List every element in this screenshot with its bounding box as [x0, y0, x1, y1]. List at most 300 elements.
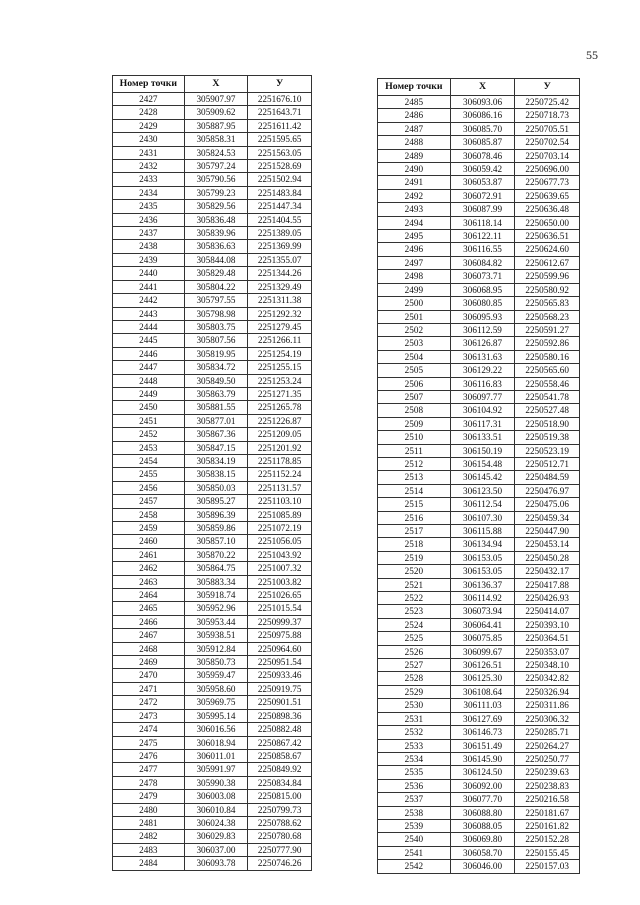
cell-point-number: 2430: [113, 133, 185, 146]
table-row: [113, 656, 312, 669]
cell-x: 305847.15: [184, 441, 248, 454]
table-row: [113, 267, 312, 280]
cell-x: 305990.38: [184, 776, 248, 789]
cell-point-number: 2460: [113, 535, 185, 548]
cell-x: 305849.50: [184, 374, 248, 387]
cell-y: 2250565.60: [515, 364, 580, 377]
cell-y: 2250512.71: [515, 457, 580, 470]
cell-x: 305807.56: [184, 334, 248, 347]
cell-x: 306150.19: [450, 444, 515, 457]
cell-x: 305850.03: [184, 481, 248, 494]
cell-y: 2250858.67: [248, 749, 312, 762]
cell-point-number: 2442: [113, 294, 185, 307]
cell-point-number: 2490: [378, 163, 451, 176]
cell-x: 305958.60: [184, 682, 248, 695]
table-row: [113, 441, 312, 454]
cell-y: 2250612.67: [515, 256, 580, 269]
table-row: [113, 535, 312, 548]
table-row: [113, 522, 312, 535]
cell-x: 306003.08: [184, 790, 248, 803]
cell-x: 305798.98: [184, 307, 248, 320]
table-row: [378, 163, 580, 176]
cell-x: 306011.01: [184, 749, 248, 762]
table-row: [113, 776, 312, 789]
cell-y: 2251201.92: [248, 441, 312, 454]
cell-point-number: 2448: [113, 374, 185, 387]
table-row: [378, 364, 580, 377]
cell-x: 305829.48: [184, 267, 248, 280]
cell-point-number: 2540: [378, 833, 451, 846]
cell-x: 305824.53: [184, 146, 248, 159]
table-row: [378, 793, 580, 806]
cell-y: 2250447.90: [515, 525, 580, 538]
table-row: [378, 806, 580, 819]
table-row: [378, 243, 580, 256]
cell-y: 2250161.82: [515, 819, 580, 832]
cell-y: 2250975.88: [248, 629, 312, 642]
table-row: [378, 176, 580, 189]
cell-y: 2251404.55: [248, 213, 312, 226]
cell-x: 306068.95: [450, 283, 515, 296]
table-row: [113, 240, 312, 253]
cell-y: 2251389.05: [248, 227, 312, 240]
cell-y: 2250152.28: [515, 833, 580, 846]
coordinates-table-right: [377, 78, 580, 874]
table-row: [113, 481, 312, 494]
cell-point-number: 2499: [378, 283, 451, 296]
cell-point-number: 2452: [113, 428, 185, 441]
table-row: [113, 374, 312, 387]
cell-point-number: 2444: [113, 320, 185, 333]
cell-x: 305836.48: [184, 213, 248, 226]
cell-x: 306153.05: [450, 565, 515, 578]
cell-y: 2251152.24: [248, 468, 312, 481]
cell-point-number: 2466: [113, 615, 185, 628]
cell-point-number: 2508: [378, 404, 451, 417]
cell-point-number: 2496: [378, 243, 451, 256]
cell-y: 2251595.65: [248, 133, 312, 146]
cell-x: 305887.95: [184, 119, 248, 132]
cell-point-number: 2495: [378, 230, 451, 243]
cell-y: 2251015.54: [248, 602, 312, 615]
cell-point-number: 2436: [113, 213, 185, 226]
cell-point-number: 2478: [113, 776, 185, 789]
cell-x: 305829.56: [184, 200, 248, 213]
cell-x: 305859.86: [184, 522, 248, 535]
cell-x: 305819.95: [184, 347, 248, 360]
cell-x: 305959.47: [184, 669, 248, 682]
cell-point-number: 2514: [378, 484, 451, 497]
cell-y: 2250639.65: [515, 189, 580, 202]
cell-x: 305850.73: [184, 656, 248, 669]
cell-x: 305836.63: [184, 240, 248, 253]
cell-x: 306115.88: [450, 525, 515, 538]
cell-x: 305991.97: [184, 763, 248, 776]
cell-point-number: 2515: [378, 498, 451, 511]
cell-point-number: 2481: [113, 816, 185, 829]
table-row: [113, 830, 312, 843]
table-row: [378, 605, 580, 618]
cell-point-number: 2451: [113, 414, 185, 427]
table-row: [378, 350, 580, 363]
cell-y: 2250342.82: [515, 672, 580, 685]
table-row: [113, 361, 312, 374]
table-row: [378, 618, 580, 631]
table-row: [113, 857, 312, 870]
table-row: [113, 468, 312, 481]
table-row: [378, 297, 580, 310]
cell-point-number: 2511: [378, 444, 451, 457]
table-row: [378, 833, 580, 846]
cell-point-number: 2539: [378, 819, 451, 832]
cell-x: 306075.85: [450, 632, 515, 645]
cell-point-number: 2465: [113, 602, 185, 615]
table-row: [378, 283, 580, 296]
table-row: [378, 96, 580, 109]
cell-point-number: 2503: [378, 337, 451, 350]
cell-y: 2250311.86: [515, 699, 580, 712]
cell-y: 2251676.10: [248, 93, 312, 106]
cell-x: 305907.97: [184, 93, 248, 106]
table-row: [113, 428, 312, 441]
cell-x: 306122.11: [450, 230, 515, 243]
cell-x: 306099.67: [450, 645, 515, 658]
cell-x: 305797.24: [184, 160, 248, 173]
cell-x: 306123.50: [450, 484, 515, 497]
cell-y: 2251329.49: [248, 280, 312, 293]
cell-x: 306053.87: [450, 176, 515, 189]
table-row: [113, 709, 312, 722]
cell-y: 2250718.73: [515, 109, 580, 122]
cell-point-number: 2529: [378, 685, 451, 698]
cell-y: 2250999.37: [248, 615, 312, 628]
cell-x: 306095.93: [450, 310, 515, 323]
table-row: [113, 816, 312, 829]
cell-x: 306133.51: [450, 431, 515, 444]
cell-point-number: 2507: [378, 390, 451, 403]
cell-point-number: 2435: [113, 200, 185, 213]
cell-x: 306077.70: [450, 793, 515, 806]
cell-y: 2250901.51: [248, 696, 312, 709]
cell-x: 306118.14: [450, 216, 515, 229]
cell-point-number: 2504: [378, 350, 451, 363]
cell-x: 305881.55: [184, 401, 248, 414]
table-row: [378, 310, 580, 323]
table-row: [113, 575, 312, 588]
cell-point-number: 2473: [113, 709, 185, 722]
cell-point-number: 2428: [113, 106, 185, 119]
coordinates-table-left: [112, 75, 312, 871]
cell-x: 306116.55: [450, 243, 515, 256]
cell-x: 305877.01: [184, 414, 248, 427]
cell-point-number: 2513: [378, 471, 451, 484]
cell-point-number: 2530: [378, 699, 451, 712]
table-row: [113, 495, 312, 508]
cell-y: 2250264.27: [515, 739, 580, 752]
table-row: [113, 347, 312, 360]
cell-point-number: 2469: [113, 656, 185, 669]
table-row: [113, 173, 312, 186]
cell-y: 2250702.54: [515, 136, 580, 149]
cell-x: 305969.75: [184, 696, 248, 709]
cell-point-number: 2521: [378, 578, 451, 591]
cell-y: 2251483.84: [248, 186, 312, 199]
cell-x: 306117.31: [450, 417, 515, 430]
cell-y: 2250475.06: [515, 498, 580, 511]
table-header-row: [378, 79, 580, 96]
cell-x: 306151.49: [450, 739, 515, 752]
cell-x: 306037.00: [184, 843, 248, 856]
table-row: [378, 377, 580, 390]
table-row: [378, 256, 580, 269]
table-row: [378, 230, 580, 243]
cell-point-number: 2440: [113, 267, 185, 280]
cell-point-number: 2468: [113, 642, 185, 655]
cell-y: 2251026.65: [248, 589, 312, 602]
cell-x: 306086.16: [450, 109, 515, 122]
cell-x: 305896.39: [184, 508, 248, 521]
cell-x: 306088.80: [450, 806, 515, 819]
table-row: [378, 404, 580, 417]
cell-point-number: 2453: [113, 441, 185, 454]
cell-y: 2251447.34: [248, 200, 312, 213]
cell-point-number: 2520: [378, 565, 451, 578]
table-row: [113, 200, 312, 213]
cell-y: 2250650.00: [515, 216, 580, 229]
cell-point-number: 2537: [378, 793, 451, 806]
cell-y: 2251563.05: [248, 146, 312, 159]
table-row: [378, 538, 580, 551]
cell-y: 2251255.15: [248, 361, 312, 374]
cell-point-number: 2463: [113, 575, 185, 588]
cell-point-number: 2506: [378, 377, 451, 390]
cell-point-number: 2480: [113, 803, 185, 816]
table-row: [113, 227, 312, 240]
table-header-row: [113, 76, 312, 93]
cell-point-number: 2485: [378, 96, 451, 109]
cell-point-number: 2441: [113, 280, 185, 293]
table-row: [113, 160, 312, 173]
cell-x: 306064.41: [450, 618, 515, 631]
cell-point-number: 2472: [113, 696, 185, 709]
cell-point-number: 2510: [378, 431, 451, 444]
cell-y: 2251279.45: [248, 320, 312, 333]
cell-y: 2250519.38: [515, 431, 580, 444]
column-header-point-number: Номер точки: [113, 76, 185, 93]
cell-point-number: 2518: [378, 538, 451, 551]
cell-y: 2250725.42: [515, 96, 580, 109]
cell-point-number: 2475: [113, 736, 185, 749]
cell-y: 2250696.00: [515, 163, 580, 176]
cell-x: 306154.48: [450, 457, 515, 470]
cell-point-number: 2445: [113, 334, 185, 347]
cell-x: 306145.90: [450, 752, 515, 765]
cell-x: 306073.94: [450, 605, 515, 618]
table-row: [378, 511, 580, 524]
table-row: [378, 337, 580, 350]
cell-y: 2251043.92: [248, 548, 312, 561]
table-row: [378, 632, 580, 645]
cell-point-number: 2533: [378, 739, 451, 752]
cell-point-number: 2531: [378, 712, 451, 725]
table-row: [378, 203, 580, 216]
cell-y: 2251103.10: [248, 495, 312, 508]
table-row: [378, 578, 580, 591]
table-row: [113, 723, 312, 736]
table-row: [113, 387, 312, 400]
cell-y: 2250417.88: [515, 578, 580, 591]
cell-point-number: 2487: [378, 122, 451, 135]
column-header-point-number: Номер точки: [378, 79, 451, 96]
cell-point-number: 2486: [378, 109, 451, 122]
cell-y: 2250964.60: [248, 642, 312, 655]
cell-y: 2250306.32: [515, 712, 580, 725]
table-row: [378, 270, 580, 283]
table-row: [113, 119, 312, 132]
table-row: [113, 763, 312, 776]
table-row: [378, 779, 580, 792]
table-row: [113, 629, 312, 642]
table-row: [378, 498, 580, 511]
cell-x: 306125.30: [450, 672, 515, 685]
cell-point-number: 2427: [113, 93, 185, 106]
cell-point-number: 2450: [113, 401, 185, 414]
table-row: [113, 682, 312, 695]
cell-x: 306126.87: [450, 337, 515, 350]
cell-point-number: 2449: [113, 387, 185, 400]
cell-x: 305952.96: [184, 602, 248, 615]
cell-point-number: 2517: [378, 525, 451, 538]
cell-x: 306046.00: [450, 860, 515, 873]
cell-x: 306093.06: [450, 96, 515, 109]
cell-y: 2250565.83: [515, 297, 580, 310]
cell-x: 306108.64: [450, 685, 515, 698]
table-row: [113, 548, 312, 561]
table-row: [113, 669, 312, 682]
table-row: [113, 696, 312, 709]
table-row: [113, 334, 312, 347]
cell-point-number: 2474: [113, 723, 185, 736]
cell-point-number: 2443: [113, 307, 185, 320]
table-row: [378, 766, 580, 779]
cell-x: 306018.94: [184, 736, 248, 749]
cell-y: 2250815.00: [248, 790, 312, 803]
table-row: [378, 551, 580, 564]
cell-y: 2250592.86: [515, 337, 580, 350]
table-row: [378, 323, 580, 336]
cell-x: 306058.70: [450, 846, 515, 859]
cell-y: 2250453.14: [515, 538, 580, 551]
cell-y: 2251178.85: [248, 454, 312, 467]
cell-y: 2251007.32: [248, 562, 312, 575]
cell-x: 306059.42: [450, 163, 515, 176]
cell-x: 306111.03: [450, 699, 515, 712]
cell-y: 2251502.94: [248, 173, 312, 186]
cell-point-number: 2434: [113, 186, 185, 199]
cell-point-number: 2528: [378, 672, 451, 685]
cell-y: 2250459.34: [515, 511, 580, 524]
cell-point-number: 2471: [113, 682, 185, 695]
cell-x: 306080.85: [450, 297, 515, 310]
cell-point-number: 2542: [378, 860, 451, 873]
cell-y: 2250476.97: [515, 484, 580, 497]
cell-x: 305912.84: [184, 642, 248, 655]
cell-y: 2251266.11: [248, 334, 312, 347]
table-row: [378, 726, 580, 739]
cell-point-number: 2447: [113, 361, 185, 374]
cell-y: 2250867.42: [248, 736, 312, 749]
cell-y: 2250518.90: [515, 417, 580, 430]
cell-y: 2250558.46: [515, 377, 580, 390]
cell-x: 305844.08: [184, 253, 248, 266]
cell-x: 306129.22: [450, 364, 515, 377]
cell-x: 306088.05: [450, 819, 515, 832]
cell-x: 306127.69: [450, 712, 515, 725]
cell-point-number: 2433: [113, 173, 185, 186]
cell-point-number: 2498: [378, 270, 451, 283]
cell-point-number: 2484: [113, 857, 185, 870]
cell-point-number: 2488: [378, 136, 451, 149]
table-row: [378, 860, 580, 873]
table-row: [378, 122, 580, 135]
table-row: [378, 457, 580, 470]
cell-x: 306104.92: [450, 404, 515, 417]
cell-point-number: 2500: [378, 297, 451, 310]
cell-x: 305834.72: [184, 361, 248, 374]
column-header-x: X: [184, 76, 248, 93]
column-header-y: У: [515, 79, 580, 96]
cell-x: 305857.10: [184, 535, 248, 548]
cell-y: 2250326.94: [515, 685, 580, 698]
cell-point-number: 2455: [113, 468, 185, 481]
cell-point-number: 2493: [378, 203, 451, 216]
cell-x: 305834.19: [184, 454, 248, 467]
table-row: [378, 149, 580, 162]
cell-y: 2251369.99: [248, 240, 312, 253]
cell-point-number: 2522: [378, 592, 451, 605]
table-row: [113, 615, 312, 628]
table-row: [113, 401, 312, 414]
cell-x: 306016.56: [184, 723, 248, 736]
cell-point-number: 2525: [378, 632, 451, 645]
cell-y: 2250780.68: [248, 830, 312, 843]
table-row: [378, 846, 580, 859]
table-row: [378, 216, 580, 229]
cell-point-number: 2497: [378, 256, 451, 269]
cell-x: 306112.59: [450, 323, 515, 336]
table-row: [378, 712, 580, 725]
cell-y: 2250951.54: [248, 656, 312, 669]
cell-y: 2251265.78: [248, 401, 312, 414]
cell-point-number: 2509: [378, 417, 451, 430]
cell-point-number: 2502: [378, 323, 451, 336]
table-body-right: [378, 96, 580, 874]
cell-y: 2251271.35: [248, 387, 312, 400]
table-row: [113, 508, 312, 521]
cell-point-number: 2439: [113, 253, 185, 266]
cell-point-number: 2431: [113, 146, 185, 159]
cell-y: 2250216.58: [515, 793, 580, 806]
cell-x: 305863.79: [184, 387, 248, 400]
cell-y: 2250414.07: [515, 605, 580, 618]
cell-x: 305895.27: [184, 495, 248, 508]
table-row: [113, 749, 312, 762]
table-row: [113, 803, 312, 816]
column-header-x: X: [450, 79, 515, 96]
cell-point-number: 2491: [378, 176, 451, 189]
cell-y: 2251209.05: [248, 428, 312, 441]
cell-x: 306126.51: [450, 659, 515, 672]
